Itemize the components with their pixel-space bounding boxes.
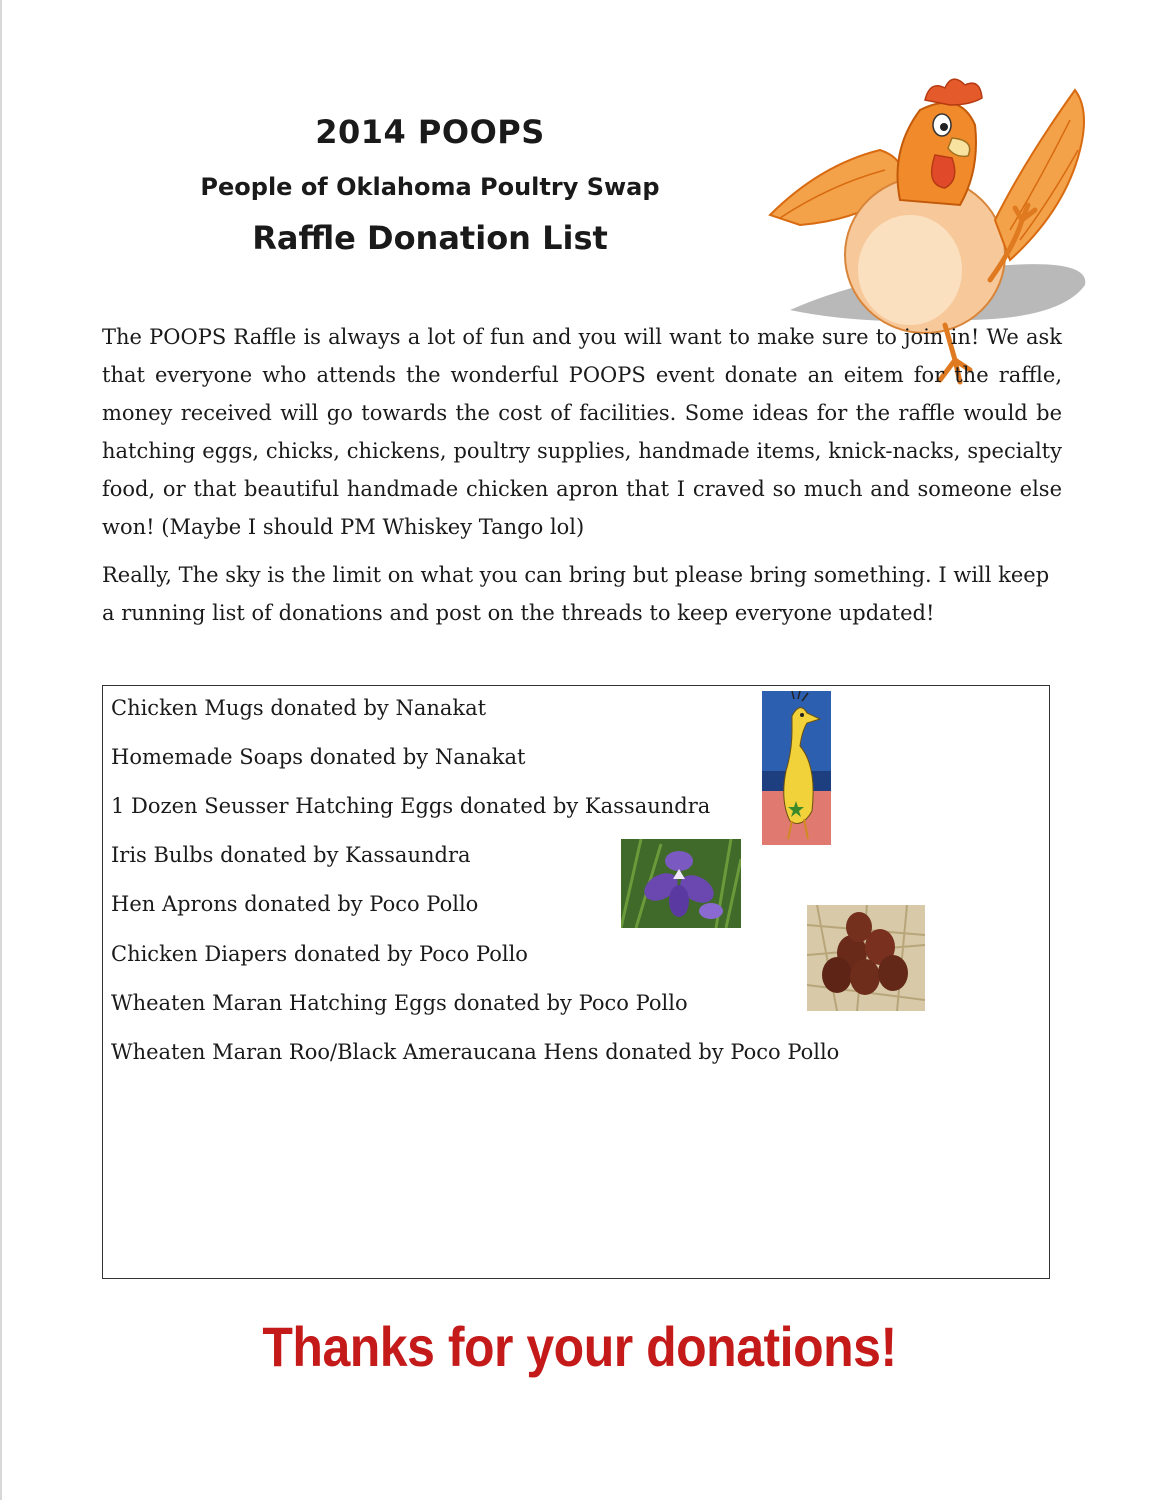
page-subtitle: People of Oklahoma Poultry Swap — [200, 173, 660, 201]
intro-paragraph-2: Really, The sky is the limit on what you can bring but please bring something. I will keep a running list of donations and post on the threads to keep everyone updated! — [102, 563, 1050, 625]
donation-list — [102, 685, 1050, 1279]
list-item: Wheaten Maran Hatching Eggs donated by Poco Pollo — [111, 991, 688, 1015]
list-item: Wheaten Maran Roo/Black Ameraucana Hens donated by Poco Pollo — [111, 1040, 840, 1064]
list-item: Hen Aprons donated by Poco Pollo — [111, 892, 479, 916]
list-item: Homemade Soaps donated by Nanakat — [111, 745, 526, 769]
page-edge — [0, 0, 2, 1500]
eggs-nest-image — [807, 905, 925, 1011]
list-item: Iris Bulbs donated by Kassaundra — [111, 843, 471, 867]
list-title: Raffle Donation List — [252, 219, 608, 257]
thanks-message: Thanks for your donations! — [262, 1315, 897, 1379]
intro-text — [102, 318, 1062, 632]
list-item: Chicken Diapers donated by Poco Pollo — [111, 942, 528, 966]
intro-paragraph-1: The POOPS Raffle is always a lot of fun and you will want to make sure to join in! We ask that everyone who attends the wonderful POOPS event donate an eitem for the raffle, money received will go towards the cost of facilities. Some ideas for the raffle would be hatching eggs, chicks, chickens, poultry supplies, handmade items, knick-nacks, specialty food, or that beautiful handmade chicken apron that I craved so much and someone else won! (Maybe I should PM Whiskey Tango lol) — [102, 325, 1062, 539]
page-title: 2014 POOPS — [315, 113, 545, 151]
title-block — [100, 105, 760, 257]
iris-flower-image — [621, 839, 741, 928]
list-item: Chicken Mugs donated by Nanakat — [111, 696, 487, 720]
list-item: 1 Dozen Seusser Hatching Eggs donated by Kassaundra — [111, 794, 711, 818]
seuss-chicken-image — [762, 691, 831, 845]
